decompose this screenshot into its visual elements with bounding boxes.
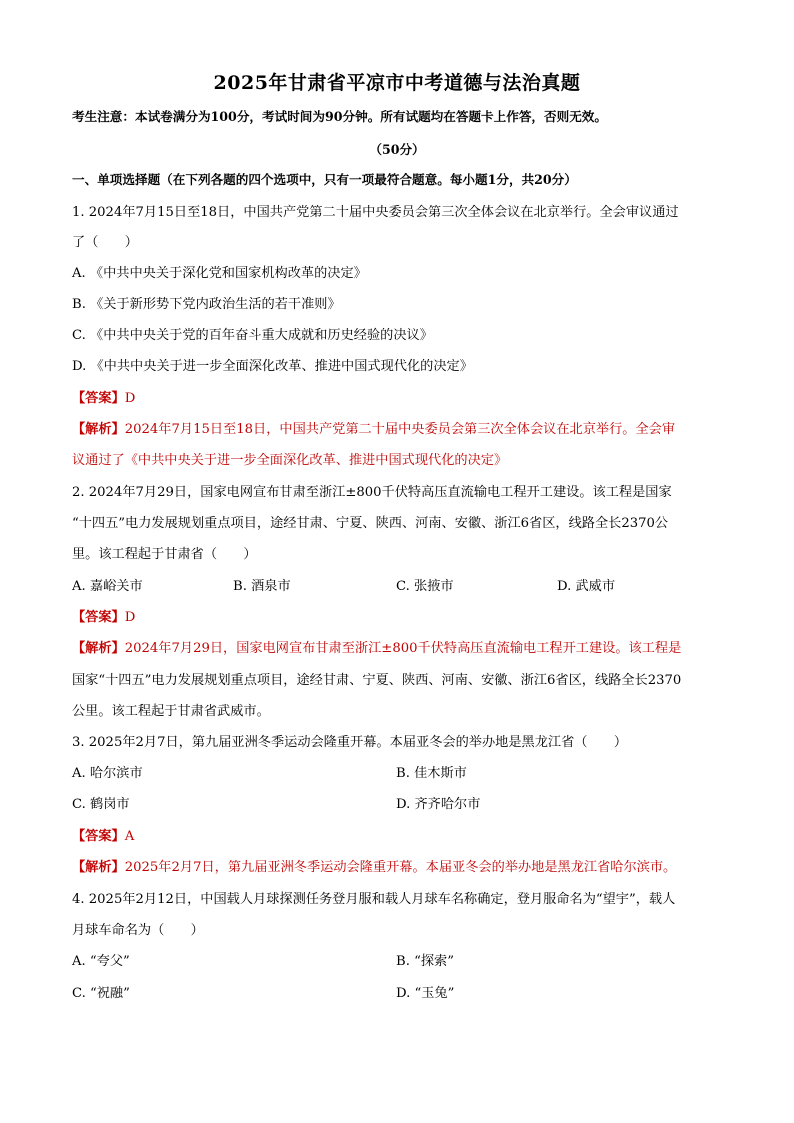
- q3-option-a: A. 哈尔滨市: [72, 766, 143, 781]
- answer-tag: 【答案】: [72, 829, 125, 844]
- q3-stem-line1: 3. 2025年2月7日，第九届亚洲冬季运动会隆重开幕。本届亚冬会的举办地是黑龙江省（ ）: [72, 735, 628, 750]
- section-heading: 一、单项选择题（在下列各题的四个选项中，只有一项最符合题意。每小题1分，共20分）: [72, 172, 577, 187]
- q1-explanation-line1: [72, 420, 732, 440]
- q1-answer-value: D: [124, 391, 136, 406]
- q4-stem-line1: 4. 2025年2月12日，中国载人月球探测任务登月服和载人月球车名称确定，登月服命名为“望宇”，载人: [72, 892, 676, 907]
- q3-expl-text1: 2025年2月7日，第九届亚洲冬季运动会隆重开幕。本届亚冬会的举办地是黑龙江省哈尔滨市。: [124, 860, 677, 875]
- q1-stem-line1: 1. 2024年7月15日至18日，中国共产党第二十届中央委员会第三次全体会议在北京举行。全会审议通过: [72, 205, 679, 220]
- q1-option-d: D. 《中共中央关于进一步全面深化改革、推进中国式现代化的决定》: [72, 359, 473, 374]
- q3-option-d: D. 齐齐哈尔市: [396, 797, 481, 812]
- exam-notice: 考生注意：本试卷满分为100分，考试时间为90分钟。所有试题均在答题卡上作答，否则无效。: [72, 109, 607, 124]
- q1-answer: [72, 389, 732, 409]
- q3-answer: [72, 827, 732, 847]
- q2-option-d: D. 武威市: [557, 579, 616, 594]
- q3-option-b: B. 佳木斯市: [396, 766, 467, 781]
- q1-expl-text1: 2024年7月15日至18日，中国共产党第二十届中央委员会第三次全体会议在北京举行。全会审: [124, 422, 676, 437]
- q2-expl-text1: 2024年7月29日，国家电网宣布甘肃至浙江±800千伏特高压直流输电工程开工建设。该工程是: [124, 641, 682, 656]
- q2-stem-line1: 2. 2024年7月29日，国家电网宣布甘肃至浙江±800千伏特高压直流输电工程开工建设。该工程是国家: [72, 485, 672, 500]
- q4-option-b: B. “探索”: [396, 954, 454, 969]
- q2-answer: [72, 608, 732, 628]
- q4-option-c: C. “祝融”: [72, 986, 130, 1001]
- q2-explanation-line1: [72, 639, 732, 659]
- q2-stem-line2: “十四五”电力发展规划重点项目，途经甘肃、宁夏、陕西、河南、安徽、浙江6省区，线路全长2370公: [72, 516, 669, 531]
- q3-explanation-line1: [72, 858, 732, 878]
- q1-option-c: C. 《中共中央关于党的百年奋斗重大成就和历史经验的决议》: [72, 328, 433, 343]
- q2-answer-value: D: [124, 610, 136, 625]
- q2-explanation-line3: [72, 702, 732, 722]
- q2-stem-line3: 里。该工程起于甘肃省（ ）: [72, 547, 257, 562]
- q3-answer-value: A: [124, 829, 135, 844]
- q1-stem-line2: 了（ ）: [72, 235, 138, 250]
- answer-tag: 【答案】: [72, 391, 125, 406]
- q2-option-b: B. 酒泉市: [233, 579, 291, 594]
- q2-expl-text2: 国家“十四五”电力发展规划重点项目，途经甘肃、宁夏、陕西、河南、安徽、浙江6省区，线路全长2370: [72, 673, 682, 688]
- q2-option-a: A. 嘉峪关市: [72, 579, 143, 594]
- explanation-tag: 【解析】: [72, 641, 125, 656]
- q2-expl-text3: 公里。该工程起于甘肃省武威市。: [72, 704, 270, 719]
- explanation-tag: 【解析】: [72, 422, 125, 437]
- explanation-tag: 【解析】: [72, 860, 125, 875]
- q1-option-a: A. 《中共中央关于深化党和国家机构改革的决定》: [72, 266, 367, 281]
- q2-option-c: C. 张掖市: [396, 579, 454, 594]
- section-score: （50分）: [369, 142, 425, 157]
- q3-option-c: C. 鹤岗市: [72, 797, 130, 812]
- q1-expl-text2: 议通过了《中共中央关于进一步全面深化改革、推进中国式现代化的决定》: [72, 453, 508, 468]
- q4-option-a: A. “夸父”: [72, 954, 130, 969]
- q1-explanation-line2: [72, 451, 732, 471]
- page-title: 2025年甘肃省平凉市中考道德与法治真题: [213, 72, 581, 94]
- q4-stem-line2: 月球车命名为（ ）: [72, 923, 204, 938]
- answer-tag: 【答案】: [72, 610, 125, 625]
- q1-option-b: B. 《关于新形势下党内政治生活的若干准则》: [72, 297, 341, 312]
- q2-explanation-line2: [72, 671, 732, 691]
- q4-option-d: D. “玉兔”: [396, 986, 455, 1001]
